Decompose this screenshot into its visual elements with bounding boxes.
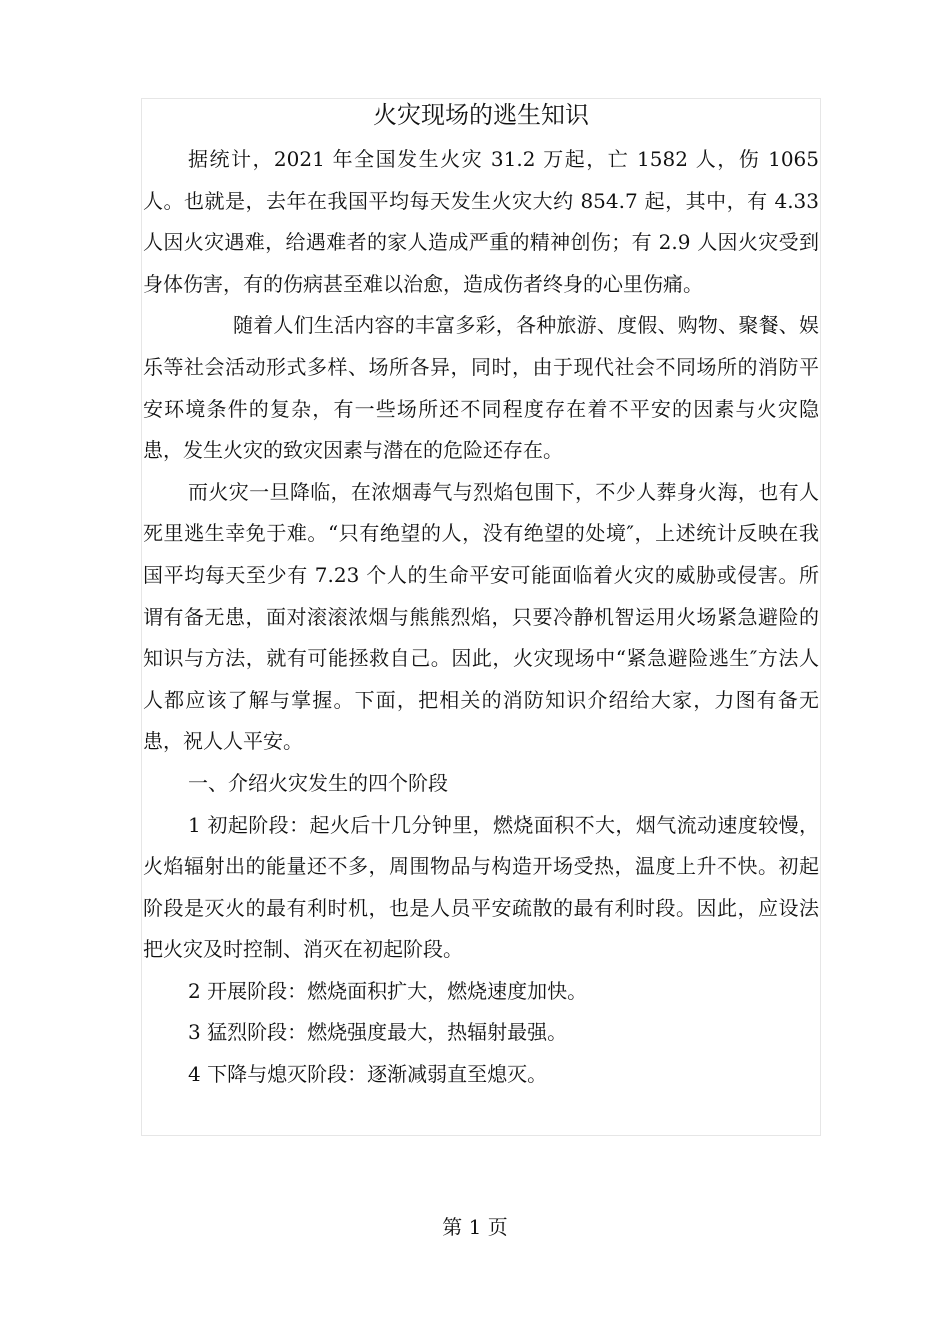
paragraph-escape-importance: 而火灾一旦降临，在浓烟毒气与烈焰包围下，不少人葬身火海，也有人死里逃生幸免于难。“只有绝望的人，没有绝望的处境″，上述统计反映在我国平均每天至少有 7.23 个人的生命平安可能面临着火灾的威胁或侵害。所谓有备无患，面对滚滚浓烟与熊熊烈焰，只要冷静机智运用火场紧急避险的知识与方法，就有可能拯救自己。因此，火灾现场中“紧急避险逃生″方法人人都应该了解与掌握。下面，把相关的消防知识介绍给大家，力图有备无患，祝人人平安。 (143, 479, 819, 754)
paragraph-stage-development: 2 开展阶段：燃烧面积扩大，燃烧速度加快。 (188, 978, 588, 1003)
paragraph-statistics: 据统计，2021 年全国发生火灾 31.2 万起，亡 1582 人，伤 1065 人。也就是，去年在我国平均每天发生火灾大约 854.7 起，其中，有 4.33 人因火灾遇难，给遇难者的家人造成严重的精神创伤；有 2.9 人因火灾受到身体伤害，有的伤病甚至难以治愈，造成伤者终身的心里伤痛。 (143, 147, 819, 296)
paragraph-stage-decline: 4 下降与熄灭阶段：逐渐减弱直至熄灭。 (188, 1062, 548, 1087)
paragraph-stage-initial: 1 初起阶段：起火后十几分钟里，燃烧面积不大，烟气流动速度较慢，火焰辐射出的能量还不多，周围物品与构造开场受热，温度上升不快。初起阶段是灭火的最有利时机，也是人员平安疏散的最有利时段。因此，应设法把火灾及时控制、消灭在初起阶段。 (143, 812, 819, 962)
paragraph-social-activities: 随着人们生活内容的丰富多彩，各种旅游、度假、购物、聚餐、娱乐等社会活动形式多样、场所各异，同时，由于现代社会不同场所的消防平安环境条件的复杂，有一些场所还不同程度存在着不平安的因素与火灾隐患，发生火灾的致灾因素与潜在的危险还存在。 (143, 313, 819, 463)
document-title: 火灾现场的逃生知识 (373, 101, 589, 129)
page-number: 第 1 页 (442, 1215, 508, 1239)
section-heading-fire-stages: 一、介绍火灾发生的四个阶段 (188, 770, 448, 795)
document-body (143, 139, 819, 1096)
paragraph-stage-intense: 3 猛烈阶段：燃烧强度最大，热辐射最强。 (188, 1020, 568, 1045)
